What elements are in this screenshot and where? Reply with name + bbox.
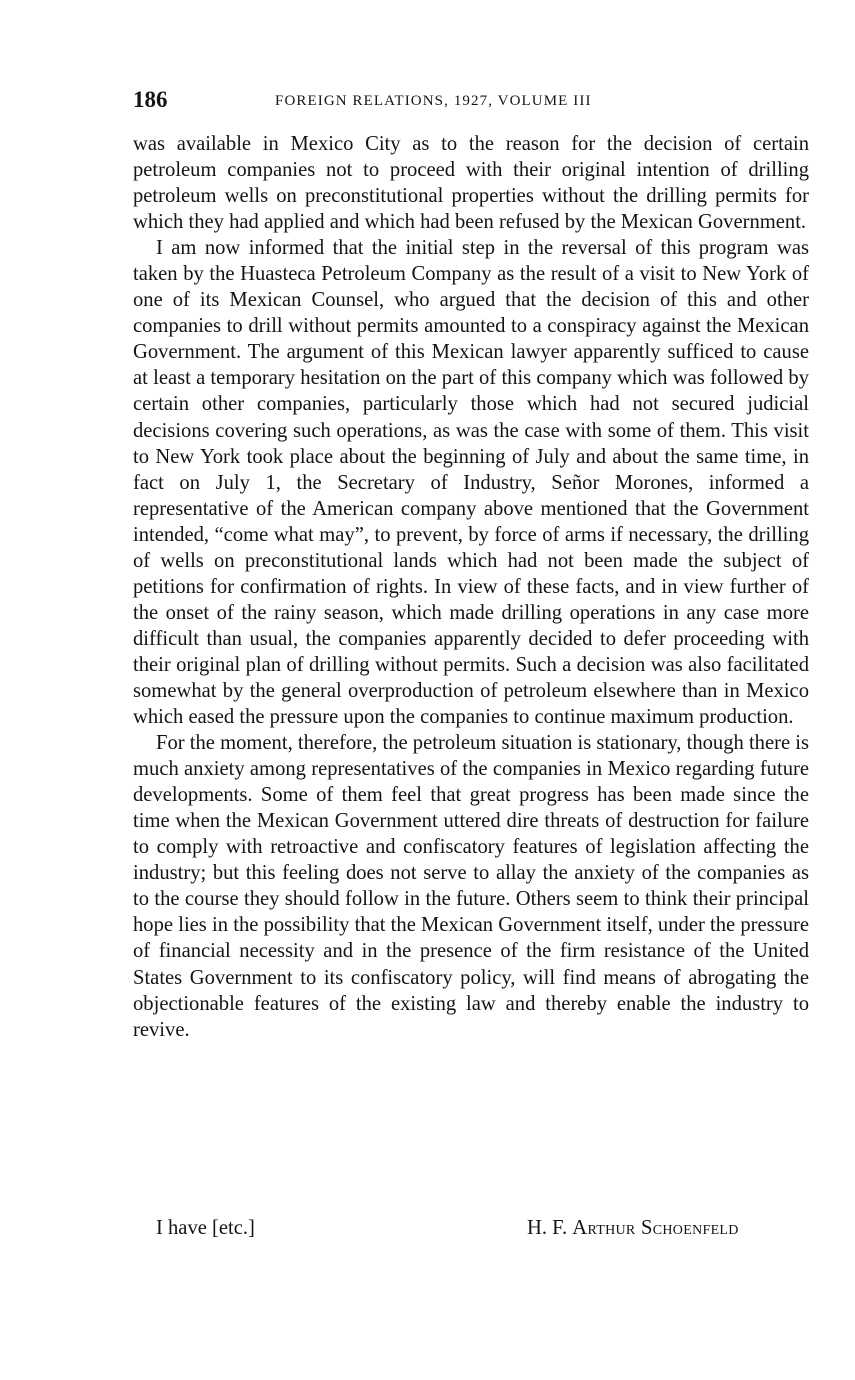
signature-initials: H. F.: [527, 1217, 573, 1239]
letter-closing: [133, 1215, 809, 1243]
running-title: FOREIGN RELATIONS, 1927, VOLUME III: [275, 93, 592, 109]
page-header: [133, 86, 808, 114]
paragraph-huasteca: I am now informed that the initial step in the reversal of this program was taken by the Huasteca Petroleum Company as the result of a visit to New York of one of its Mexican Counsel, who argued that the decision of this and other companies to drill without permits amounted to a conspiracy against the Mexican Government. The argument of this Mexican lawyer apparently sufficed to cause at least a temporary hesitation on the part of this company which was followed by certain other companies, particularly those which had not secured judicial decisions covering such operations, as was the case with some of them. This visit to New York took place about the beginning of July and about the same time, in fact on July 1, the Secretary of Industry, Señor Morones, informed a representative of the American company above mentioned that the Government intended, “come what may”, to prevent, by force of arms if necessary, the drilling of wells on preconstitutional lands which had not been made the subject of petitions for confirmation of rights. In view of these facts, and in view further of the onset of the rainy season, which made drilling operations in any case more difficult than usual, the companies apparently decided to defer proceeding with their original plan of drilling without permits. Such a decision was also facilitated somewhat by the general overproduction of petroleum elsewhere than in Mexico which eased the pressure upon the companies to continue maximum production.: [133, 237, 809, 729]
signature: [527, 1215, 739, 1241]
body-text: [133, 131, 809, 1043]
page-number: 186: [133, 87, 168, 112]
paragraph-continued: was available in Mexico City as to the reason for the decision of certain petroleum companies not to proceed with their original intention of drilling petroleum wells on preconstitutional properties without the drilling permits for which they had applied and which had been refused by the Mexican Government.: [133, 133, 809, 234]
signature-name: Arthur Schoenfeld: [572, 1217, 739, 1239]
paragraph-situation: For the moment, therefore, the petroleum situation is stationary, though there is much anxiety among representatives of the companies in Mexico regarding future developments. Some of them feel that great progress has been made since the time when the Mexican Government uttered dire threats of destruction for failure to comply with retroactive and confiscatory features of legislation affecting the industry; but this feeling does not serve to allay the anxiety of the companies as to the course they should follow in the future. Others seem to think their principal hope lies in the possibility that the Mexican Government itself, under the pressure of financial necessity and in the presence of the firm resistance of the United States Government to its confiscatory policy, will find means of abrogating the objectionable features of the existing law and thereby enable the industry to revive.: [133, 732, 809, 1041]
complimentary-close: I have [etc.]: [156, 1217, 255, 1239]
